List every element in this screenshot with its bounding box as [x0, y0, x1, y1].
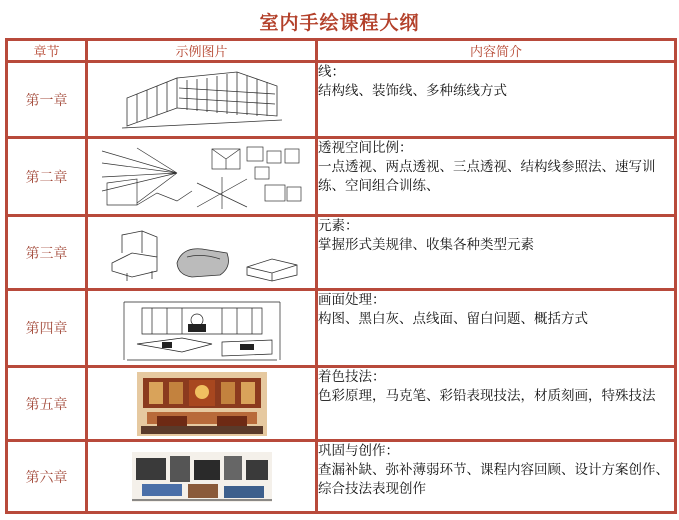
chapter-topic: 透视空间比例：: [318, 140, 413, 156]
table-row: [7, 441, 676, 513]
creative-sketch-image: [132, 448, 272, 506]
chapter-topic: 着色技法：: [318, 369, 386, 385]
chapter-topic: 元素：: [318, 218, 359, 234]
sketch-image: [87, 62, 317, 138]
chapter-description: 掌握形式美规律、收集各种类型元素: [318, 237, 534, 253]
sketch-image: [87, 216, 317, 290]
header-chapter: 章节: [7, 40, 87, 62]
sketch-image: [87, 138, 317, 216]
chapter-label: 第五章: [7, 367, 87, 441]
header-image: 示例图片: [87, 40, 317, 62]
chapter-topic: 巩固与创作：: [318, 443, 399, 459]
header-content: 内容简介: [317, 40, 676, 62]
colored-rendering-image: [137, 372, 267, 436]
composition-sketch-image: [122, 294, 282, 362]
chapter-description: 查漏补缺、弥补薄弱环节、课程内容回顾、设计方案创作、综合技法表现创作: [318, 462, 669, 497]
chapter-description: 结构线、装饰线、多种练线方式: [318, 83, 507, 99]
table-row: [7, 290, 676, 367]
chapter-label: 第一章: [7, 62, 87, 138]
chapter-topic: 线：: [318, 64, 345, 80]
chapter-topic: 画面处理：: [318, 292, 386, 308]
elements-sketch-image: [102, 223, 302, 283]
course-outline-table: [5, 38, 677, 514]
table-row: [7, 216, 676, 290]
table-row: [7, 62, 676, 138]
chapter-label: 第三章: [7, 216, 87, 290]
chapter-label: 第二章: [7, 138, 87, 216]
chapter-label: 第六章: [7, 441, 87, 513]
perspective-sketch-image: [97, 143, 307, 211]
header-row: [7, 40, 676, 62]
chapter-description: 一点透视、两点透视、三点透视、结构线参照法、速写训练、空间组合训练、: [318, 159, 656, 194]
table-row: [7, 138, 676, 216]
chapter-description: 构图、黑白灰、点线面、留白问题、概括方式: [318, 311, 588, 327]
table-row: [7, 367, 676, 441]
sketch-image: [87, 290, 317, 367]
sketch-image: [87, 367, 317, 441]
chapter-label: 第四章: [7, 290, 87, 367]
chapter-description: 色彩原理，马克笔、彩铅表现技法，材质刻画，特殊技法: [318, 388, 656, 404]
page-title: 室内手绘课程大纲: [259, 12, 420, 34]
line-sketch-image: [117, 68, 287, 132]
sketch-image: [87, 441, 317, 513]
